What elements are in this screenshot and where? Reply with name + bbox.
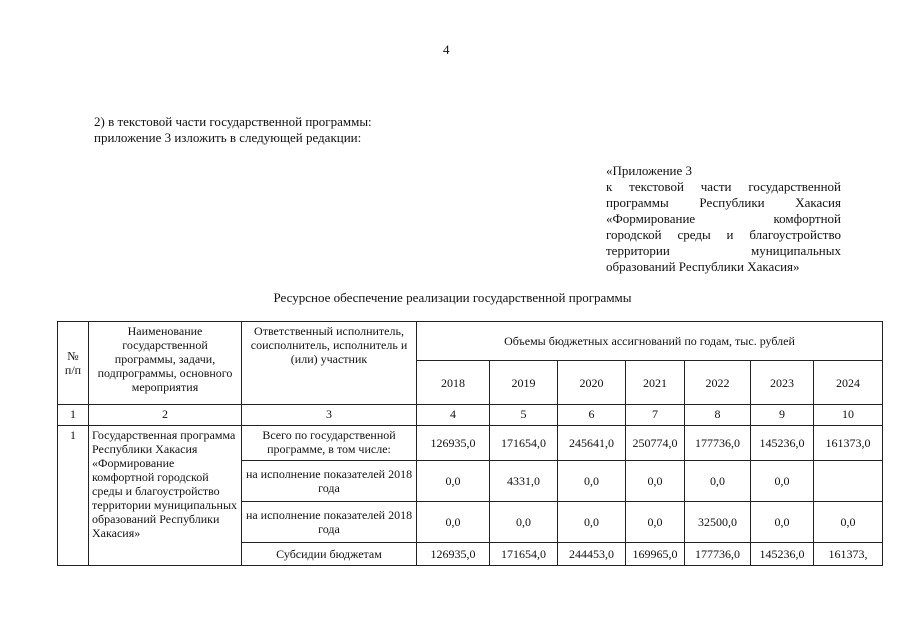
value-cell: 0,0 xyxy=(490,502,558,543)
annex-line-5: городской среды и благоустройство xyxy=(606,227,841,242)
value-cell: 32500,0 xyxy=(685,502,751,543)
value-cell: 250774,0 xyxy=(626,426,685,461)
value-cell: 0,0 xyxy=(626,461,685,502)
column-number: 6 xyxy=(558,405,626,426)
header-name: Наименование государственной программы, задачи, подпрограммы, основного мероприятия xyxy=(89,322,242,405)
year-2021: 2021 xyxy=(626,361,685,405)
value-cell xyxy=(814,461,883,502)
annex-line-7: образований Республики Хакасия» xyxy=(606,259,800,274)
annex-header xyxy=(606,163,841,275)
sub-row-label: на исполнение показателей 2018 года xyxy=(242,461,417,502)
sub-row-label: Субсидии бюджетам xyxy=(242,543,417,566)
intro-text xyxy=(94,114,372,146)
budget-table xyxy=(57,321,883,566)
value-cell: 0,0 xyxy=(751,502,814,543)
column-number: 4 xyxy=(417,405,490,426)
header-row-1 xyxy=(58,322,883,361)
year-2022: 2022 xyxy=(685,361,751,405)
value-cell: 0,0 xyxy=(751,461,814,502)
table-row xyxy=(58,426,883,461)
value-cell: 245641,0 xyxy=(558,426,626,461)
value-cell: 145236,0 xyxy=(751,426,814,461)
header-num: № п/п xyxy=(58,322,89,405)
column-number: 9 xyxy=(751,405,814,426)
column-number: 7 xyxy=(626,405,685,426)
value-cell: 0,0 xyxy=(626,502,685,543)
value-cell: 126935,0 xyxy=(417,543,490,566)
value-cell: 161373,0 xyxy=(814,426,883,461)
value-cell: 0,0 xyxy=(417,461,490,502)
value-cell: 145236,0 xyxy=(751,543,814,566)
annex-line-1: «Приложение 3 xyxy=(606,163,693,178)
year-2020: 2020 xyxy=(558,361,626,405)
column-number: 10 xyxy=(814,405,883,426)
column-number: 1 xyxy=(58,405,89,426)
column-number: 5 xyxy=(490,405,558,426)
value-cell: 0,0 xyxy=(558,461,626,502)
value-cell: 0,0 xyxy=(417,502,490,543)
year-2023: 2023 xyxy=(751,361,814,405)
sub-row-label: на исполнение показателей 2018 года xyxy=(242,502,417,543)
value-cell: 0,0 xyxy=(558,502,626,543)
annex-line-3: программы Республики Хакасия xyxy=(606,195,841,210)
value-cell: 126935,0 xyxy=(417,426,490,461)
table-title: Ресурсное обеспечение реализации государственной программы xyxy=(273,290,632,305)
sub-row-label: Всего по государственной программе, в том числе: xyxy=(242,426,417,461)
year-2024: 2024 xyxy=(814,361,883,405)
value-cell: 161373, xyxy=(814,543,883,566)
value-cell: 171654,0 xyxy=(490,426,558,461)
annex-line-6: территории муниципальных xyxy=(606,243,841,258)
column-number-row xyxy=(58,405,883,426)
value-cell: 0,0 xyxy=(814,502,883,543)
column-number: 8 xyxy=(685,405,751,426)
intro-line-1: 2) в текстовой части государственной программы: xyxy=(94,114,372,129)
header-volumes: Объемы бюджетных ассигнований по годам, тыс. рублей xyxy=(417,322,883,361)
year-2019: 2019 xyxy=(490,361,558,405)
intro-line-2: приложение 3 изложить в следующей редакции: xyxy=(94,130,362,145)
year-2018: 2018 xyxy=(417,361,490,405)
annex-line-2: к текстовой части государственной xyxy=(606,179,841,194)
column-number: 2 xyxy=(89,405,242,426)
value-cell: 0,0 xyxy=(685,461,751,502)
row-program-name: Государственная программа Республики Хакасия «Формирование комфортной городской среды и благоустройство территории муниципальных образований Республики Хакасия» xyxy=(89,426,242,566)
column-number: 3 xyxy=(242,405,417,426)
header-responsible: Ответственный исполнитель, соисполнитель, исполнитель и (или) участник xyxy=(242,322,417,405)
value-cell: 169965,0 xyxy=(626,543,685,566)
page-number: 4 xyxy=(443,42,450,57)
value-cell: 177736,0 xyxy=(685,543,751,566)
value-cell: 177736,0 xyxy=(685,426,751,461)
row-num: 1 xyxy=(58,426,89,566)
value-cell: 244453,0 xyxy=(558,543,626,566)
value-cell: 4331,0 xyxy=(490,461,558,502)
value-cell: 171654,0 xyxy=(490,543,558,566)
annex-line-4: «Формирование комфортной xyxy=(606,211,841,226)
